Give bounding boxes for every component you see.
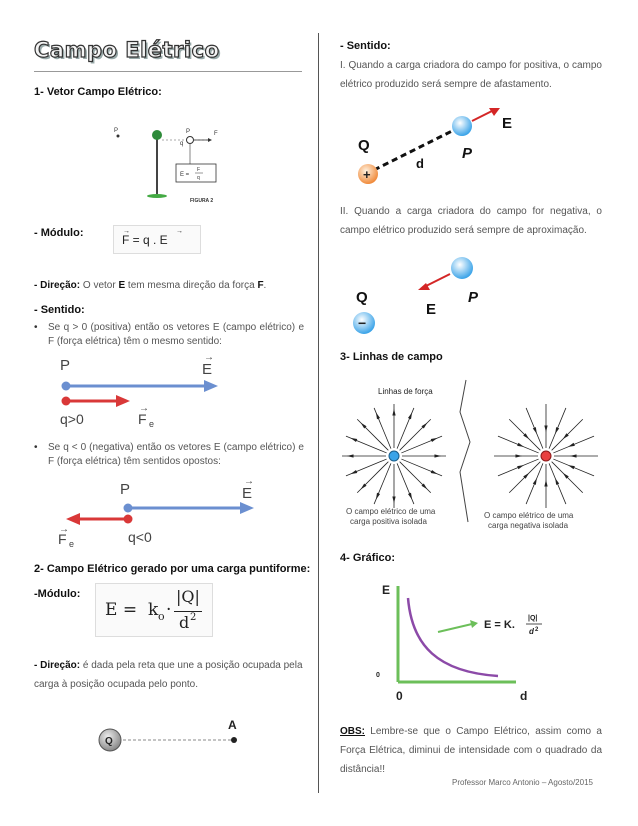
negative-charge [541,451,551,461]
label-e: E [202,361,213,378]
test-charge [187,137,194,144]
label-e: E [502,115,513,132]
bullet-negative: • Se q < 0 (negativa) então os vetores E (campo elétrico) e F (força elétrica) têm sentidos opostos: [34,441,304,469]
obs-paragraph [340,722,602,779]
formula2-num: |Q| [176,587,200,606]
caption-positive-2: carga positiva isolada [350,517,427,526]
label-p2: P [186,129,191,135]
label-d: d [416,156,424,171]
field-arrowhead [204,380,218,392]
graph-origin-y: 0 [376,672,380,679]
formula2-den: d [179,613,190,632]
field-line-arrowhead [568,443,575,447]
direcao-end: . [263,280,267,291]
callout-formula-num: F [197,167,201,173]
label-f: F [138,411,147,427]
graph-x-label: d [520,689,528,703]
figure-positive-source [344,108,530,192]
minus-sign: − [358,315,367,331]
label-p: P [60,357,71,374]
field-line-arrowhead [568,465,575,469]
field-line-arrowhead [517,443,524,447]
point-p [62,382,71,391]
sentido-label: - Sentido: [34,304,85,316]
field-line-arrowhead [544,480,547,487]
field-line-arrowhead [544,425,547,432]
field-vector [424,274,450,287]
section-2-heading: 2- Campo Elétrico gerado por uma carga puntiforme: [34,563,311,575]
graph-formula-den: d [529,627,534,636]
column-divider [318,33,319,793]
section-4-heading: 4- Gráfico: [340,552,396,564]
field-lines-label: Linhas de força [378,387,433,396]
field-line-arrowhead [555,427,559,434]
section-1-heading: 1- Vetor Campo Elétrico: [34,86,162,98]
label-q: Q [105,736,113,747]
formula2-fraction-bar [174,611,202,612]
point-a [231,737,237,743]
caption-negative-1: O campo elétrico de uma [484,511,574,520]
modulo-formula: F = q . E [122,233,168,247]
source-charge [152,130,162,140]
title-rule [34,71,302,72]
direcao-text-a: O vetor [80,280,119,291]
vector-arrow-f: → [123,228,130,235]
field-line-arrowhead [555,478,559,485]
figure-opposite-direction [56,476,266,548]
direcao-f: F [257,280,264,291]
graph-formula-exp: 2 [535,627,539,633]
field-line-arrowhead [517,465,524,469]
label-f: F [214,131,218,137]
stand-base [147,194,167,198]
direcao2-paragraph [34,656,306,694]
field-line-arrowhead [350,470,357,474]
figure-field-lines [342,372,606,532]
page-title: Campo Elétrico [34,38,220,62]
field-line-arrowhead [392,496,395,503]
formula2-k-sub: o [158,610,165,623]
field-line-arrowhead [533,478,537,485]
label-p: P [462,145,473,162]
label-q: Q [356,289,368,306]
field-line-arrowhead [392,409,395,416]
figure-field-vs-distance-graph [368,576,568,706]
label-q: q [180,141,184,147]
modulo2-formula-box [95,583,213,637]
graph-origin-x: 0 [396,689,403,703]
direcao2-text: é dada pela reta que une a posição ocupada pela carga à posição ocupada pelo ponto. [34,660,303,690]
point-p1 [117,135,120,138]
formula2-den-exp: 2 [190,612,197,623]
positive-source-text: I. Quando a carga criadora do campo for positiva, o campo elétrico produzido será sempre de afastamento. [340,60,602,90]
vector-arrow-e: → [176,228,183,235]
graph-formula-num: |Q| [528,615,538,622]
label-q: q<0 [128,529,152,545]
charge-q [62,397,71,406]
direcao-text-b: tem mesma direção da força [125,280,258,291]
point-p [451,257,473,279]
direcao-paragraph [34,276,304,295]
label-q: q>0 [60,411,84,427]
field-vector [472,111,492,121]
callout-formula-e: E = [180,172,190,178]
field-line-arrowhead [431,470,438,474]
graph-y-label: E [382,583,391,597]
field-line-arrowhead [347,454,354,457]
graph-pointer-arrow [438,624,472,632]
caption-negative-2: carga negativa isolada [488,521,569,530]
footer-credit: Professor Marco Antonio – Agosto/2015 [452,778,593,787]
vector-arrow-e: → [244,476,254,487]
label-f: F [58,531,67,547]
figure-same-direction [56,352,224,428]
vector-arrow-f: → [139,403,149,414]
field-line-arrowhead [350,438,357,442]
field-line-arrowhead [431,438,438,442]
field-line-arrowhead [533,427,537,434]
field-line-arrowhead [515,454,522,457]
point-p [124,504,133,513]
label-p1: P [114,128,119,134]
caption-positive-1: O campo elétrico de uma [346,507,436,516]
graph-formula-lhs: E = K. [484,619,515,631]
direcao-label: - Direção: [34,280,81,291]
label-e: E [426,301,437,318]
label-q: Q [358,137,370,154]
figure-charge-to-point [94,716,244,756]
callout-formula-den: q [197,175,200,181]
vector-arrow-f: → [59,524,69,535]
positive-charge [389,451,399,461]
field-arrowhead [240,502,254,514]
figure-charge-field-diagram [110,120,230,208]
obs-label: OBS: [340,726,365,737]
label-f-sub: e [149,419,155,428]
formula2-dot: · [166,600,172,620]
label-p: P [120,481,131,498]
figure-negative-source [344,256,504,336]
section-3-heading: 3- Linhas de campo [340,351,443,363]
separator-zigzag [460,380,470,522]
field-line-arrowhead [408,493,412,500]
modulo2-label: -Módulo: [34,588,81,600]
label-p: P [468,289,479,306]
label-f-sub: e [69,539,75,548]
bullet-positive: • Se q > 0 (positiva) então os vetores E (campo elétrico) e F (força elétrica) têm o mesmo sentido: [34,321,304,349]
field-line-arrowhead [570,454,577,457]
modulo-formula-box [113,225,201,254]
formula2-k: k [148,600,159,620]
modulo-label: - Módulo: [34,227,84,239]
figure-caption: FIGURA 2 [190,198,214,204]
field-line-arrowhead [376,412,380,419]
graph-curve [408,598,498,676]
graph-pointer-arrowhead [470,620,478,628]
obs-text: Lembre-se que o Campo Elétrico, assim como a Força Elétrica, diminui de intensidade com o quadrado da distância!! [340,726,602,775]
vector-arrow-e: → [204,352,214,363]
negative-source-text: II. Quando a carga criadora do campo for negativa, o campo elétrico produzido será sempre de aproximação. [340,206,602,236]
direcao2-label: - Direção: [34,660,81,671]
field-line-arrowhead [376,493,380,500]
right-sentido-label: - Sentido: [340,40,391,52]
point-p [452,116,472,136]
direcao-e: E [118,280,126,291]
field-line-arrowhead [434,454,441,457]
formula2-lhs: E = [105,600,138,620]
charge-q [124,515,133,524]
plus-sign: + [363,167,371,182]
label-a: A [228,718,237,732]
force-arrowhead [116,395,130,407]
label-e: E [242,485,253,502]
field-line-arrowhead [408,412,412,419]
